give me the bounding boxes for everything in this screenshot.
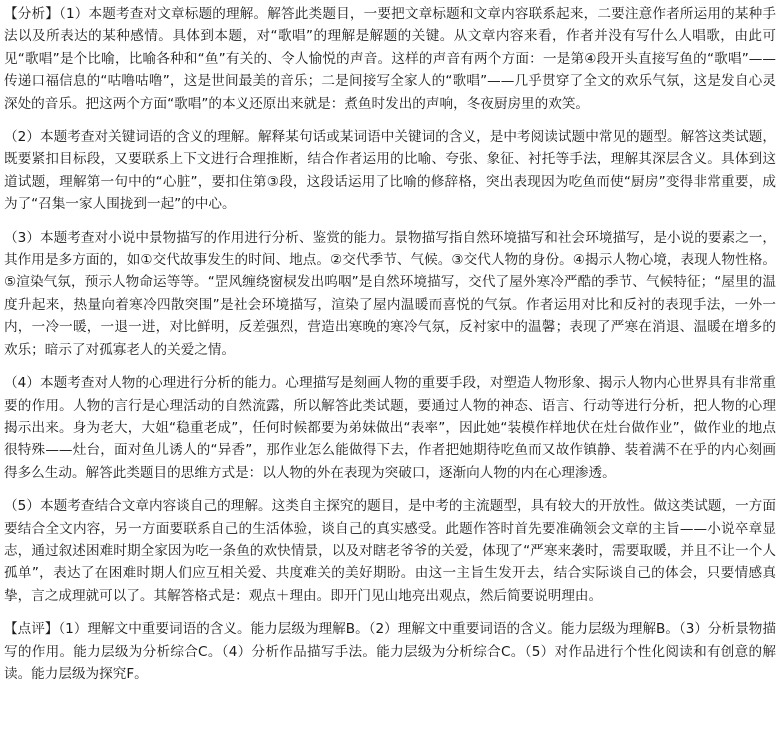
comment-paragraph: 【点评】（1）理解文中重要词语的含义。能力层级为理解B。（2）理解文中重要词语的含义。能力层级为理解B。（3）分析景物描写的作用。能力层级为分析综合C。（4）分析作品描写手法。能力层级为分析综合C。（5）对作品进行个性化阅读和有创意的解读。能力层级为探究F。 bbox=[4, 621, 776, 682]
analysis-paragraph-4: （4）本题考查对人物的心理进行分析的能力。心理描写是刻画人物的重要手段，对塑造人物形象、揭示人物内心世界具有非常重要的作用。人物的言行是心理活动的自然流露，所以解答此类试题，要通过人物的神态、语言、行动等进行分析，把人物的心理揭示出来。身为老大，大姐“稳重老成”，任何时候都要为弟妹做出“表率”，因此她“装模作样地伏在灶台做作业”，做作业的地点很特殊——灶台，面对鱼儿诱人的“异香”，那作业怎么能做得下去，作者把她期待吃鱼而又故作镇静、装着满不在乎的内心刻画得多么生动。解答此类题目的思维方式是：以人物的外在表现为突破口，逐渐向人物的内在心理渗透。 bbox=[4, 375, 776, 481]
analysis-paragraph-3: （3）本题考查对小说中景物描写的作用进行分析、鉴赏的能力。景物描写指自然环境描写和社会环境描写，是小说的要素之一，其作用是多方面的，如①交代故事发生的时间、地点。②交代季节、气候。③交代人物的身份。④揭示人物心境，表现人物性格。⑤渲染气氛，预示人物命运等等。“罡风缠绕窗棂发出呜咽”是自然环境描写，交代了屋外寒冷严酷的季节、气候特征；“屋里的温度升起来，热量向着寒冷四散突围”是社会环境描写，渲染了屋内温暖而喜悦的气氛。作者运用对比和反衬的表现手法，一外一内，一冷一暖，一退一进，对比鲜明，反差强烈，营造出寒晚的寒冷气氛，反衬家中的温馨；表现了严寒在消退、温暖在增多的欢乐；暗示了对孤寡老人的关爱之情。 bbox=[4, 229, 776, 358]
analysis-paragraph-1: 【分析】（1）本题考查对文章标题的理解。解答此类题目，一要把文章标题和文章内容联系起来，二要注意作者所运用的某种手法以及所表达的某种感情。具体到本题，对“歌唱”的理解是解题的关键。从文章内容来看，作者并没有写什么人唱歌，由此可见“歌唱”是个比喻，比喻各种和“鱼”有关的、令人愉悦的声音。这样的声音有两个方面：一是第④段开头直接写鱼的“歌唱”——传递口福信息的“咕噜咕噜”，这是世间最美的音乐；二是间接写全家人的“歌唱”——几乎贯穿了全文的欢乐气氛，这是发自心灵深处的音乐。把这两个方面“歌唱”的本义还原出来就是：煮鱼时发出的声响，冬夜厨房里的欢笑。 bbox=[4, 6, 776, 112]
analysis-paragraph-5: （5）本题考查结合文章内容谈自己的理解。这类自主探究的题目，是中考的主流题型，具有较大的开放性。做这类试题，一方面要结合全文内容，另一方面要联系自己的生活体验，谈自己的真实感受。此题作答时首先要准确领会文章的主旨——小说卒章显志，通过叙述困难时期全家因为吃一条鱼的欢快情景，以及对瞎老爷爷的关爱，体现了“严寒来袭时，需要取暖，并且不让一个人孤单”，表达了在困难时期人们应互相关爱、共度难关的美好期盼。由这一主旨生发开去，结合实际谈自己的体会，只要情感真挚，言之成理就可以了。其解答格式是：观点＋理由。即开门见山地亮出观点，然后简要说明理由。 bbox=[4, 498, 776, 604]
analysis-paragraph-2: （2）本题考查对关键词语的含义的理解。解释某句话或某词语中关键词的含义，是中考阅读试题中常见的题型。解答这类试题，既要紧扣目标段，又要联系上下文进行合理推断，结合作者运用的比喻、夸张、象征、衬托等手法，理解其深层含义。具体到这道试题，理解第一句中的“心脏”，要扣住第③段，这段话运用了比喻的修辞格，突出表现因为吃鱼而使“厨房”变得非常重要，成为了“召集一家人围拢到一起”的中心。 bbox=[4, 129, 776, 213]
